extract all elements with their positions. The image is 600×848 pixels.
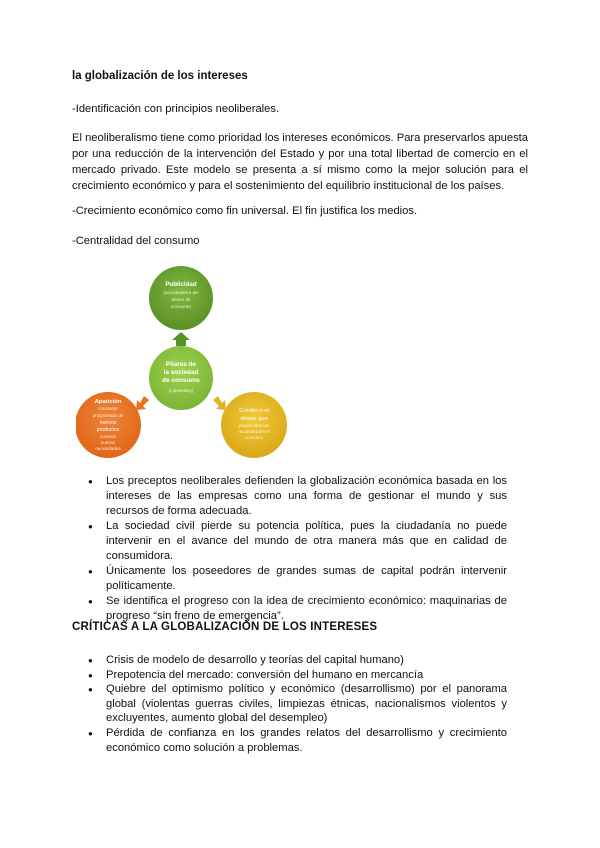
node-new-products-sub5: creando [99, 434, 117, 439]
node-center-title1: Pilares de [165, 361, 197, 368]
node-credit-sub2: recursos para el [238, 429, 270, 434]
node-credit-title2: dinero que [240, 416, 268, 422]
diagram-svg [76, 262, 298, 462]
node-center-title2: la sociedad [163, 369, 199, 376]
node-advertising-title: Publicidad [165, 281, 197, 288]
node-new-products-sub7: necesidades [95, 446, 121, 451]
node-new-products-sub4: productos [96, 427, 120, 433]
list-item: ● La sociedad civil pierde su potencia política, pues la ciudadanía no puede intervenir en el avance del mundo de otra manera más que en calidad de consumidora. [72, 519, 507, 564]
node-new-products-title: Aparición [94, 399, 122, 405]
consumption-pillars-diagram [76, 262, 298, 462]
list-item: ● Quiebre del optimismo político y económico (desarrollismo) por el panorama global (violentas guerras civiles, limpiezas étnicas, nacionalismos violentos y excluyentes, aumento global del desempleo) [72, 682, 507, 726]
paragraph-consumption: -Centralidad del consumo [72, 235, 200, 247]
node-advertising-sub1: (acicateadora del [163, 290, 199, 295]
list-item: ● Prepotencia del mercado: conversión del humano en mercancía [72, 668, 507, 683]
node-credit [221, 392, 287, 458]
node-credit-sub1: proporciona los [238, 423, 270, 428]
section-heading-criticas: CRÍTICAS A LA GLOBALIZACIÓN DE LOS INTERESES [72, 621, 378, 633]
node-new-products-sub1: constante [98, 406, 118, 411]
node-new-products-sub3: nuevos [99, 420, 117, 426]
node-center-title3: de consumo [162, 377, 200, 384]
node-advertising [149, 266, 213, 330]
node-advertising-sub2: deseo de [171, 297, 191, 302]
arrow-left-icon [136, 396, 149, 410]
paragraph-neoliberalism: El neoliberalismo tiene como prioridad los intereses económicos. Para preservarlos apuesta por una reducción de la intervención del Estado y por una total libertad de comercio en el mercado privado. Este modelo se presenta a sí mismo como la mejor solución para el crecimiento económico y para el sostenimiento del equilibrio institucional de los países. [72, 132, 528, 192]
node-advertising-sub3: consumir) [170, 304, 192, 309]
node-new-products-sub2: programada de [92, 413, 124, 418]
list-item: ● Los preceptos neoliberales defienden la globalización económica basada en los intereses de las empresas como una forma de gestionar el mundo y sus recursos de forma adecuada. [72, 474, 507, 519]
section-title: la globalización de los intereses [72, 70, 248, 82]
arrow-right-icon [213, 396, 226, 410]
node-center-sub: (Lipovetsky) [168, 388, 194, 393]
list-item: ● Se identifica el progreso con la idea de crecimiento económico: maquinarias de progreso “sin freno de emergencia”. [72, 594, 507, 624]
paragraph-growth: -Crecimiento económico como fin universal. El fin justifica los medios. [72, 205, 418, 217]
arrow-up-icon [172, 332, 190, 346]
node-center [149, 346, 213, 410]
node-new-products-sub6: nuevas [100, 440, 116, 445]
list-item: ● Únicamente los poseedores de grandes sumas de capital podrán intervenir políticamente. [72, 564, 507, 594]
paragraph-identification: -Identificación con principios neoliberales. [72, 103, 280, 115]
bullet-list-neoliberal [72, 474, 507, 624]
list-item: ● Crisis de modelo de desarrollo y teorías del capital humano) [72, 653, 507, 668]
list-item: ● Pérdida de confianza en los grandes relatos del desarrollismo y crecimiento económico como solución a problemas. [72, 726, 507, 755]
node-credit-title1: Crédito o el [239, 408, 269, 414]
bullet-list-criticas [72, 653, 507, 755]
node-credit-sub3: consumo [245, 435, 263, 440]
node-new-products [76, 392, 141, 458]
